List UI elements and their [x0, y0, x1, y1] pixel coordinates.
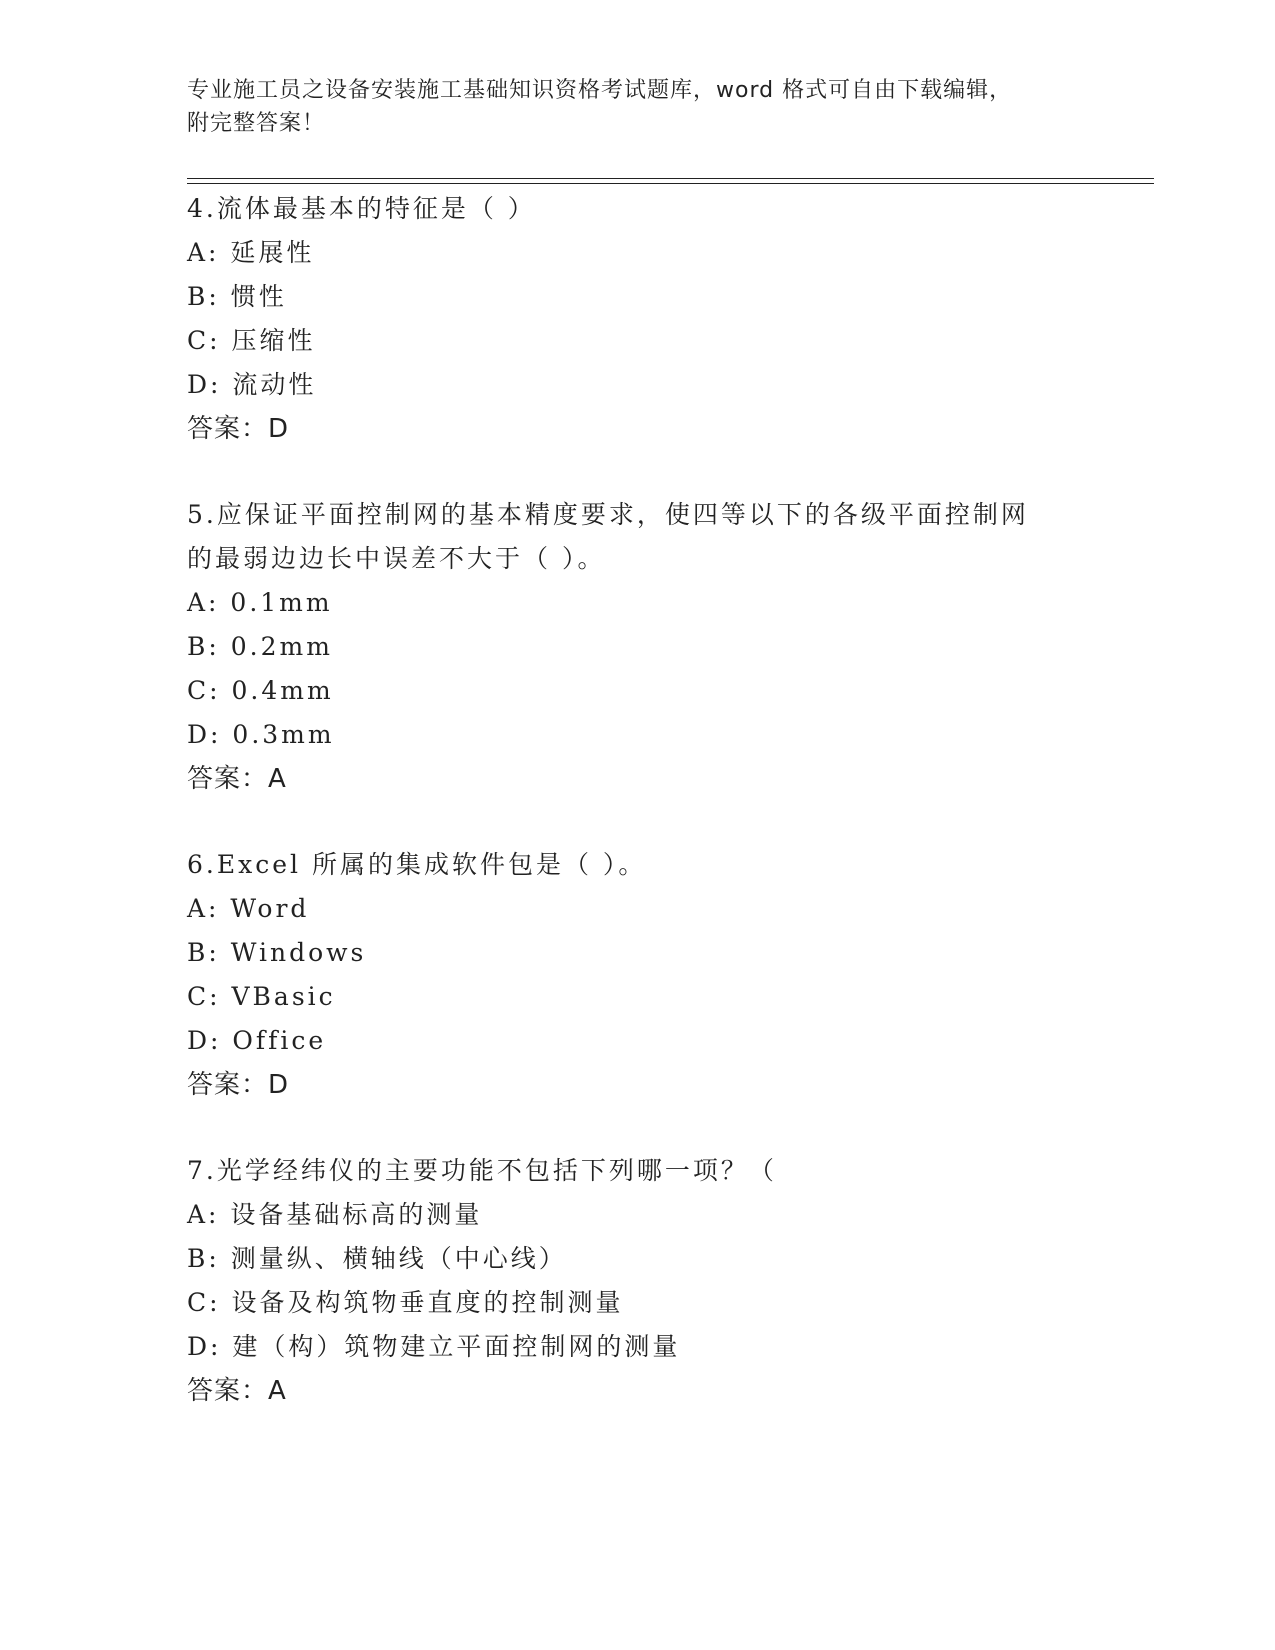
- question-stem: 4.流体最基本的特征是（ ）: [187, 194, 536, 223]
- option-d: D: 流动性: [187, 370, 317, 399]
- option-c: C: 0.4mm: [187, 676, 334, 705]
- option-d: D: 0.3mm: [187, 720, 335, 749]
- option-c: C: VBasic: [187, 982, 336, 1011]
- option-d: D: Office: [187, 1026, 327, 1055]
- question-stem: 7.光学经纬仪的主要功能不包括下列哪一项？（: [187, 1156, 777, 1185]
- option-b: B: 0.2mm: [187, 632, 333, 661]
- option-a: A: 延展性: [187, 238, 315, 267]
- option-c: C: 设备及构筑物垂直度的控制测量: [187, 1288, 624, 1317]
- question-stem-continued: 的最弱边边长中误差不大于（ ）。: [187, 544, 606, 573]
- option-c: C: 压缩性: [187, 326, 316, 355]
- option-b: B: 测量纵、横轴线（中心线）: [187, 1244, 567, 1273]
- header-divider-top: [187, 178, 1154, 179]
- question-stem: 6.Excel 所属的集成软件包是（ ）。: [187, 850, 647, 879]
- answer: 答案：D: [187, 414, 290, 444]
- document-header: [187, 74, 1067, 140]
- question-stem: 5.应保证平面控制网的基本精度要求，使四等以下的各级平面控制网: [187, 500, 1029, 529]
- option-d: D: 建（构）筑物建立平面控制网的测量: [187, 1332, 681, 1361]
- option-a: A: Word: [187, 894, 310, 923]
- option-b: B: Windows: [187, 938, 367, 967]
- option-a: A: 设备基础标高的测量: [187, 1200, 483, 1229]
- answer: 答案：D: [187, 1070, 290, 1100]
- header-line-1: 专业施工员之设备安装施工基础知识资格考试题库，word 格式可自由下载编辑，: [187, 78, 1013, 103]
- option-a: A: 0.1mm: [187, 588, 333, 617]
- answer: 答案：A: [187, 764, 287, 794]
- header-divider-bottom: [187, 183, 1154, 184]
- header-line-2: 附完整答案！: [187, 111, 326, 136]
- option-b: B: 惯性: [187, 282, 287, 311]
- answer: 答案：A: [187, 1376, 287, 1406]
